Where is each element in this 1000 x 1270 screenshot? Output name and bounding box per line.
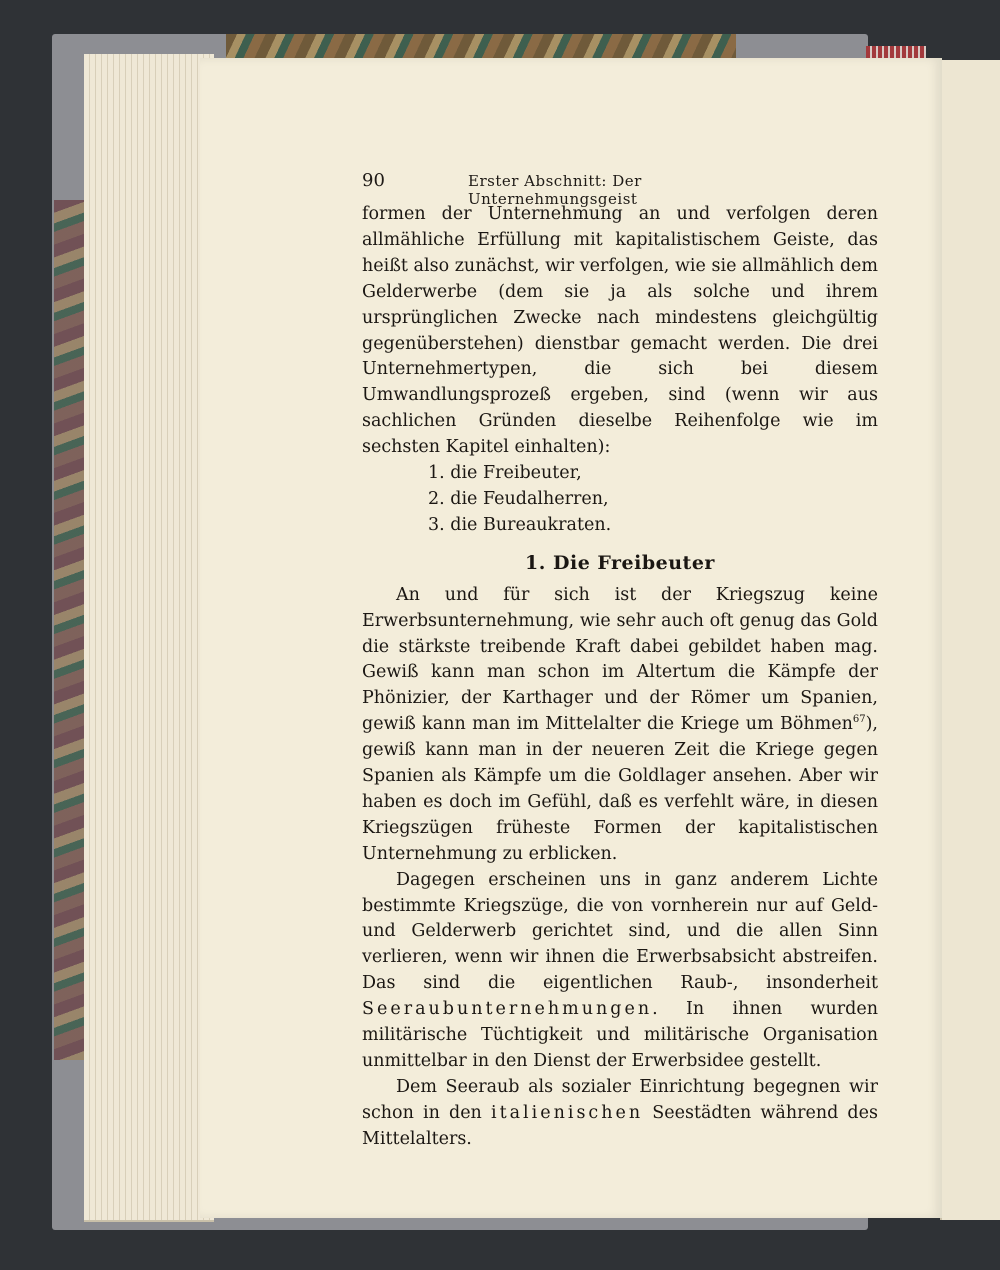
page-number: 90: [362, 170, 385, 191]
emphasis-spaced: Seeraubunternehmungen: [362, 999, 653, 1020]
paragraph-2: [362, 583, 878, 868]
paragraph-4: [362, 1075, 878, 1153]
section-title: 1. Die Freibeuter: [525, 551, 715, 574]
paragraph-3-part-b: . In ihnen wurden militärische Tüchtigkeit und militärische Organisation unmittelbar in den Dienst der Erwerbsidee gestellt.: [362, 999, 878, 1071]
paragraph-1: formen der Unternehmung an und verfolgen deren allmähliche Erfüllung mit kapitalistischem Geiste, das heißt also zunächst, wir verfolgen, wie sie allmählich dem Gelderwerbe (dem sie ja als solche und ihrem ursprünglichen Zwecke nach mindestens gleichgültig gegenüberstehen) dienstbar gemacht werden. Die drei Unternehmertypen, die sich bei diesem Umwandlungsprozeß ergeben, sind (wenn wir aus sachlichen Gründen dieselbe Reihenfolge wie im sechsten Kapitel einhalten):: [362, 204, 878, 458]
type-list: [362, 461, 878, 539]
list-item: 3. die Bureaukraten.: [428, 514, 612, 535]
paragraph-3: [362, 868, 878, 1075]
page-stack: [84, 54, 214, 1222]
paragraph-4-part-a: Dem Seeraub als sozialer Einrichtung begegnen wir schon in den: [362, 1076, 878, 1123]
paragraph-3-part-a: Dagegen erscheinen uns in ganz anderem Lichte bestimmte Kriegszüge, die von vornherein nur auf Geld- und Gelderwerb gerichtet sind, und die allen Sinn verlieren, wenn wir ihnen die Erwerbsabsicht abstreifen. Das sind die eigentlichen Raub-, insonderheit: [362, 869, 878, 994]
page-body: [362, 202, 878, 1153]
emphasis-spaced: italienischen: [490, 1102, 644, 1123]
marbled-cover-edge: [226, 34, 736, 60]
list-item: 1. die Freibeuter,: [428, 463, 582, 484]
page-header: [362, 170, 782, 208]
paragraph-4-part-b: Seestädten während des Mittelalters.: [362, 1102, 878, 1149]
marbled-spine-edge: [54, 200, 84, 1060]
running-head: Erster Abschnitt: Der Unternehmungsgeist: [468, 172, 642, 208]
paragraph-2-part-a: An und für sich ist der Kriegszug keine Erwerbsunternehmung, wie sehr auch oft genug das Gold die stärkste treibende Kraft dabei gebildet haben mag. Gewiß kann man schon im Altertum die Kämpfe der Phönizier, der Karthager und der Römer um Spanien, gewiß kann man im Mittelalter die Kriege um Böhmen: [362, 584, 878, 735]
list-item: 2. die Feudalherren,: [428, 488, 609, 509]
facing-page-edge: [940, 60, 1000, 1220]
paragraph-2-part-b: ), gewiß kann man in der neueren Zeit die Kriege gegen Spanien als Kämpfe um die Goldlager ansehen. Aber wir haben es doch im Gefühl, daß es verfehlt wäre, in diesen Kriegszügen früheste Formen der kapitalistischen Unternehmung zu erblicken.: [362, 714, 878, 864]
footnote-ref: 67: [852, 714, 866, 726]
